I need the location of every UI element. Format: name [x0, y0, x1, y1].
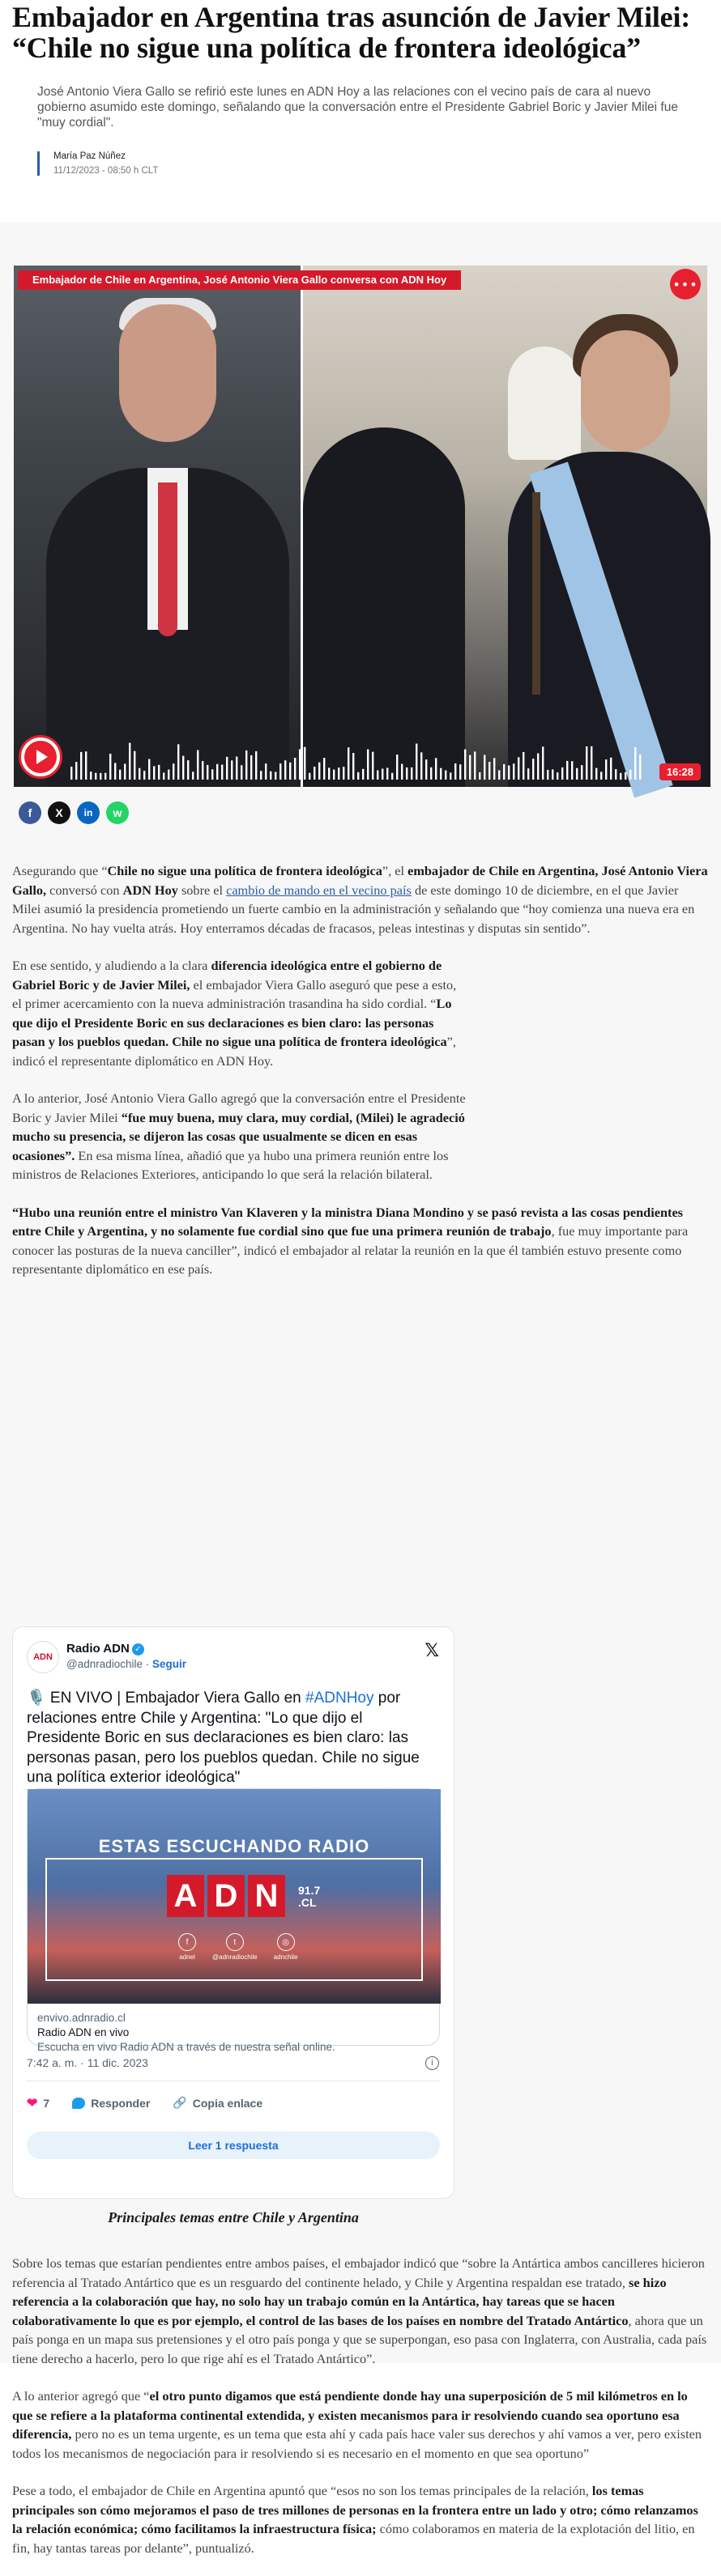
waveform-bar	[260, 771, 262, 780]
waveform-bar	[124, 763, 126, 780]
video-player[interactable]	[14, 266, 707, 787]
waveform-bar	[100, 773, 101, 780]
waveform-bar	[168, 770, 169, 780]
reply-bubble-icon	[72, 2098, 85, 2109]
adn-logo	[167, 1875, 285, 1917]
waveform-bar	[294, 758, 296, 780]
paragraph-7: Pese a todo, el embajador de Chile en Argentina apuntó que “esos no son los temas principales de la relación, los temas principales son cómo mejoramos el paso de tres millones de personas en la frontera entre un lado y otro; cómo relanzamos la relación económica; cómo facilitamos la infraestructura física; cómo colaboramos en materia de la explotación del litio, en fin, hay tantas tareas por delante”, puntualizó.	[12, 2483, 698, 2556]
waveform-bar	[484, 755, 485, 780]
waveform-bar	[634, 747, 636, 780]
waveform-bar	[70, 767, 72, 780]
waveform-bar	[532, 759, 534, 780]
publish-date: 11/12/2023 - 08:50 h CLT	[53, 166, 159, 176]
author-name[interactable]: María Paz Núñez	[53, 151, 126, 161]
waveform-bar	[119, 770, 121, 780]
waveform-bar	[85, 751, 87, 780]
waveform-bar	[411, 767, 412, 780]
play-button[interactable]	[19, 735, 62, 779]
frequency-domain: .CL	[298, 1896, 317, 1909]
waveform-bar	[348, 747, 349, 780]
waveform-bar	[153, 766, 155, 780]
waveform-bar	[372, 752, 373, 780]
waveform-bar	[284, 760, 286, 780]
waveform-bar	[629, 770, 631, 780]
waveform-bar	[591, 746, 592, 780]
waveform-bar	[639, 755, 641, 780]
tweet-text: 🎙️ EN VIVO | Embajador Viera Gallo en #ADNHoy por relaciones entre Chile y Argentina: "Lo que dijo el Presidente Boric en sus declaraciones es bien claro: las personas pasan, pero los pueblos quedan. Chile no sigue una política exterior ideológica"	[27, 1690, 420, 1786]
waveform-bar	[197, 750, 198, 780]
waveform-bar	[537, 754, 539, 780]
like-button[interactable]	[27, 2095, 49, 2111]
waveform-bar	[265, 763, 267, 780]
split-divider	[301, 266, 303, 787]
waveform-bar	[231, 760, 233, 780]
info-icon[interactable]: i	[425, 2056, 439, 2070]
reply-button[interactable]	[72, 2095, 150, 2111]
waveform-bar	[279, 763, 281, 780]
waveform-bar	[192, 772, 194, 780]
waveform-bar	[542, 746, 544, 780]
waveform-bar	[95, 773, 96, 780]
waveform-bar	[362, 769, 364, 780]
paragraph-5: Sobre los temas que estarían pendientes entre ambos países, el embajador indicó que “sobre la Antártica ambos cancilleres hicieron referencia al Tratado Antártico que es un resguardo del continente helado, y Chile y Argentina respaldan ese tratado, se hizo referencia a la colaboración que hay, no solo hay un trabajo común en la Antártica, hay tareas que se hacen colaborativamente lo que es por ejemplo, el control de las bases de los países en nombre del Tratado Antártico, ahora que un país ponga en un mapa sus pretensiones y el otro país ponga y que se superpongan, eso pasa con Inglaterra, con Australia, cada país tiene derecho a hacerlo, pero lo que rige ahí es el Tratado Antártico”.	[12, 2255, 707, 2366]
waveform-bar	[523, 752, 524, 780]
waveform-bar	[75, 762, 77, 780]
paragraph-4: “Hubo una reunión entre el ministro Van Klaveren y la ministra Diana Mondino y se pasó revista a las cosas pendientes entre Chile y Argentina, y no solamente fue cordial sino que fue una primera reunión de trabajo, fue muy importante para conocer las posturas de la nueva canciller”, indicó el embajador al relatar la reunión en la que él también estuvo presente como representante diplomático en ese país.	[12, 1204, 689, 1277]
waveform-bar	[382, 769, 383, 780]
card-caption: ESTAS ESCUCHANDO RADIO	[98, 1836, 370, 1856]
waveform-bar	[158, 765, 160, 780]
person-head	[119, 304, 216, 442]
waveform-bar	[114, 763, 116, 780]
waveform-bar	[610, 758, 612, 780]
social-handle: @adnradiochile	[212, 1953, 258, 1961]
waveform-bar	[357, 772, 359, 780]
card-meta	[37, 2011, 335, 2055]
waveform-bar	[352, 753, 354, 780]
heart-icon: ❤	[27, 2097, 38, 2111]
waveform-bar	[211, 769, 213, 780]
waveform-bar	[202, 761, 203, 780]
waveform-bar	[615, 769, 616, 780]
embedded-tweet[interactable]	[12, 1626, 454, 2199]
verified-badge-icon: ✓	[132, 1643, 144, 1656]
video-duration: 16:28	[659, 763, 701, 780]
waveform-bar	[391, 773, 393, 780]
waveform-bar	[474, 751, 476, 780]
waveform-bar	[493, 758, 495, 780]
link-icon: 🔗	[173, 2097, 187, 2110]
waveform-bar	[488, 762, 490, 780]
statue-bust	[508, 346, 581, 460]
waveform-bar	[129, 743, 130, 780]
waveform-bar	[406, 767, 407, 780]
waveform-bar	[416, 744, 417, 780]
article-headline: Embajador en Argentina tras asunción de Javier Milei: “Chile no sigue una política de frontera ideológica”	[12, 1, 691, 64]
waveform-bar	[581, 765, 582, 780]
waveform-bar	[143, 771, 145, 780]
like-count: 7	[43, 2097, 50, 2110]
social-handle: adnchile	[273, 1953, 298, 1961]
x-icon[interactable]: X	[48, 801, 70, 824]
presidential-cane	[532, 492, 540, 695]
linkedin-icon[interactable]: in	[77, 801, 100, 824]
waveform-bar	[566, 761, 568, 780]
waveform-bar	[425, 759, 427, 780]
waveform-bar	[139, 768, 140, 780]
waveform-bar	[605, 759, 607, 780]
waveform-bar	[435, 758, 437, 780]
instagram-icon: ◎	[277, 1933, 295, 1951]
waveform-bar	[527, 768, 529, 780]
x-logo-icon[interactable]: 𝕏	[424, 1641, 439, 1661]
card-title: Radio ADN en vivo	[37, 2026, 130, 2038]
byline	[37, 151, 709, 176]
follow-button[interactable]: Seguir	[152, 1658, 187, 1670]
paragraph-1: Asegurando que “Chile no sigue una política de frontera ideológica”, el embajador de Chile en Argentina, José Antonio Viera Gallo, conversó con ADN Hoy sobre el cambio de mando en el vecino país de este domingo 10 de diciembre, en el que Javier Milei asumió la presidencia prometiendo un fuerte cambio en la administración y señalando que “hoy comienza una nueva era en Argentina. No hay vuelta atrás. Hoy enterramos décadas de fracasos, peleas intestinas y disputas sin sentido”.	[12, 863, 708, 936]
waveform-bar	[270, 772, 271, 780]
waveform-bar	[557, 772, 558, 780]
card-social-icons	[178, 1933, 298, 1961]
paragraph-3: A lo anterior, José Antonio Viera Gallo agregó que la conversación entre el Presidente Boric y Javier Milei “fue muy buena, muy clara, muy cordial, (Milei) le agradeció mucho su presencia, se dijeron las cosas que usualmente se dicen en esas ocasiones”. En esa misma línea, añadió que ya hubo una primera reunión entre los ministros de Relaciones Exteriores, anticipando lo que será la relación bilateral.	[12, 1090, 466, 1182]
waveform-bar	[250, 755, 252, 780]
waveform-bar	[173, 763, 174, 780]
share-bar	[19, 801, 129, 824]
waveform-bar	[508, 765, 510, 780]
waveform-bar	[401, 764, 403, 780]
waveform-bar	[343, 767, 344, 780]
logo-letter: D	[207, 1875, 245, 1917]
waveform-bar	[177, 744, 179, 780]
waveform-bar	[454, 763, 456, 780]
waveform-bar	[245, 750, 247, 780]
waveform-bar	[571, 761, 573, 780]
waveform-bar	[503, 764, 505, 780]
read-replies-button[interactable]: Leer 1 respuesta	[27, 2132, 440, 2159]
waveform-bar	[430, 767, 432, 780]
section-subheading: Principales temas entre Chile y Argentina	[108, 2209, 359, 2225]
article-text	[12, 861, 709, 1279]
waveform-bar	[299, 749, 301, 780]
logo-letter: N	[248, 1875, 285, 1917]
waveform-bar	[221, 765, 223, 780]
waveform-bar	[216, 764, 218, 780]
waveform-bar	[255, 751, 257, 780]
video-title-tag: Embajador de Chile en Argentina, José Antonio Viera Gallo conversa con ADN Hoy	[18, 270, 461, 290]
waveform-bar	[333, 770, 335, 780]
play-icon	[36, 750, 48, 764]
tweet-actions	[27, 2095, 262, 2111]
paragraph-2: En ese sentido, y aludiendo a la clara diferencia ideológica entre el gobierno de Gabriel Boric y de Javier Milei, el embajador Viera Gallo aseguró que pese a esto, el primer acercamiento con la nueva administración trasandina ha sido cordial. “Lo que dijo el Presidente Boric en sus declaraciones es bien claro: las personas pasan y los pueblos quedan. Chile no sigue una política de frontera ideológica”, indicó el representante diplomático en ADN Hoy.	[12, 958, 457, 1069]
waveform-bar	[552, 769, 553, 780]
waveform-bar	[275, 772, 276, 780]
waveform-bar	[367, 750, 369, 780]
waveform-bar	[304, 747, 305, 780]
article-text-continued	[12, 2254, 709, 2576]
link-card[interactable]	[27, 1788, 440, 2053]
waveform-bar	[450, 772, 451, 780]
facebook-icon[interactable]: f	[19, 801, 41, 824]
inline-link[interactable]: cambio de mando en el vecino país	[226, 882, 412, 898]
tweet-timestamp[interactable]: 7:42 a. m. · 11 dic. 2023	[27, 2056, 148, 2069]
waveform-bar	[547, 770, 548, 780]
waveform-bar	[318, 763, 320, 780]
waveform-bar	[440, 768, 442, 780]
article-lead: José Antonio Viera Gallo se refirió este lunes en ADN Hoy a las relaciones con el vecino país de cara al nuevo gobierno asumido este domingo, señalando que la conversación entre el Presidente Gabriel Boric y Javier Milei fue "muy cordial".	[37, 85, 678, 130]
person-head-right	[581, 330, 670, 452]
waveform-bar	[595, 768, 597, 780]
waveform-bar	[148, 759, 150, 780]
waveform-bar	[620, 773, 621, 780]
waveform-bar	[600, 772, 602, 780]
play-icon-bg	[24, 741, 57, 773]
avatar[interactable]: ADN	[27, 1641, 59, 1673]
frequency-number: 91.7	[298, 1884, 321, 1897]
card-description: Escucha en vivo Radio ADN a través de nuestra señal online.	[37, 2041, 335, 2053]
facebook-icon: f	[178, 1933, 196, 1951]
waveform-bar	[323, 758, 325, 780]
copy-link-label: Copia enlace	[192, 2097, 263, 2110]
waveform-bar	[518, 757, 519, 780]
audio-waveform[interactable]	[70, 731, 650, 783]
waveform-bar	[226, 757, 228, 780]
waveform-bar	[396, 755, 398, 780]
waveform-bar	[586, 746, 587, 780]
whatsapp-icon[interactable]: w	[106, 801, 129, 824]
waveform-bar	[498, 770, 500, 780]
waveform-bar	[561, 767, 563, 780]
waveform-bar	[90, 772, 92, 780]
waveform-bar	[479, 772, 480, 780]
account-handle[interactable]: @adnradiochile	[66, 1658, 143, 1670]
reply-label: Responder	[91, 2097, 151, 2110]
waveform-bar	[469, 755, 471, 780]
waveform-bar	[513, 763, 514, 780]
waveform-bar	[236, 757, 237, 780]
waveform-bar	[309, 773, 310, 780]
waveform-bar	[338, 767, 339, 780]
waveform-bar	[134, 751, 135, 780]
tweet-account: Radio ADN ✓ @adnradiochile · Seguir	[66, 1642, 187, 1670]
card-image	[28, 1789, 441, 2004]
waveform-bar	[241, 765, 242, 780]
waveform-bar	[187, 760, 189, 780]
waveform-bar	[314, 767, 315, 780]
waveform-bar	[80, 752, 82, 780]
waveform-bar	[625, 772, 626, 780]
account-name[interactable]: Radio ADN	[66, 1642, 130, 1656]
card-domain: envivo.adnradio.cl	[37, 2012, 126, 2024]
logo-letter: A	[167, 1875, 204, 1917]
waveform-bar	[109, 754, 111, 780]
waveform-bar	[464, 750, 466, 780]
ellipsis-icon[interactable]: •••	[670, 269, 701, 300]
frequency-label	[298, 1885, 320, 1909]
waveform-bar	[105, 773, 106, 780]
waveform-bar	[576, 768, 578, 780]
waveform-bar	[459, 764, 461, 780]
waveform-bar	[328, 767, 330, 780]
waveform-bar	[289, 763, 291, 780]
twitter-bird-icon: t	[226, 1933, 244, 1951]
waveform-bar	[445, 771, 446, 780]
copy-link-button[interactable]	[173, 2095, 262, 2111]
social-handle: adnel	[179, 1953, 195, 1961]
paragraph-6: A lo anterior agregó que “el otro punto digamos que está pendiente donde hay una superposición de 5 mil kilómetros en lo que se refiere a la plataforma continental extendida, y existen mecanismos para ir resolviendo cuando sea oportuno esa diferencia, pero no es un tema urgente, es un tema que esta ahí y cada país hace valer sus derechos y ahí vamos a ver, pero existen todos los mecanismos de negociación para ir resolviendo si es necesario en el momento en que sea oportuno”	[12, 2388, 702, 2461]
waveform-bar	[420, 752, 422, 780]
waveform-bar	[207, 765, 208, 780]
waveform-bar	[377, 771, 378, 780]
hashtag-link[interactable]: #ADNHoy	[305, 1690, 374, 1707]
waveform-bar	[386, 767, 388, 780]
waveform-bar	[182, 756, 184, 780]
person-tie	[158, 482, 177, 636]
waveform-bar	[163, 772, 164, 780]
